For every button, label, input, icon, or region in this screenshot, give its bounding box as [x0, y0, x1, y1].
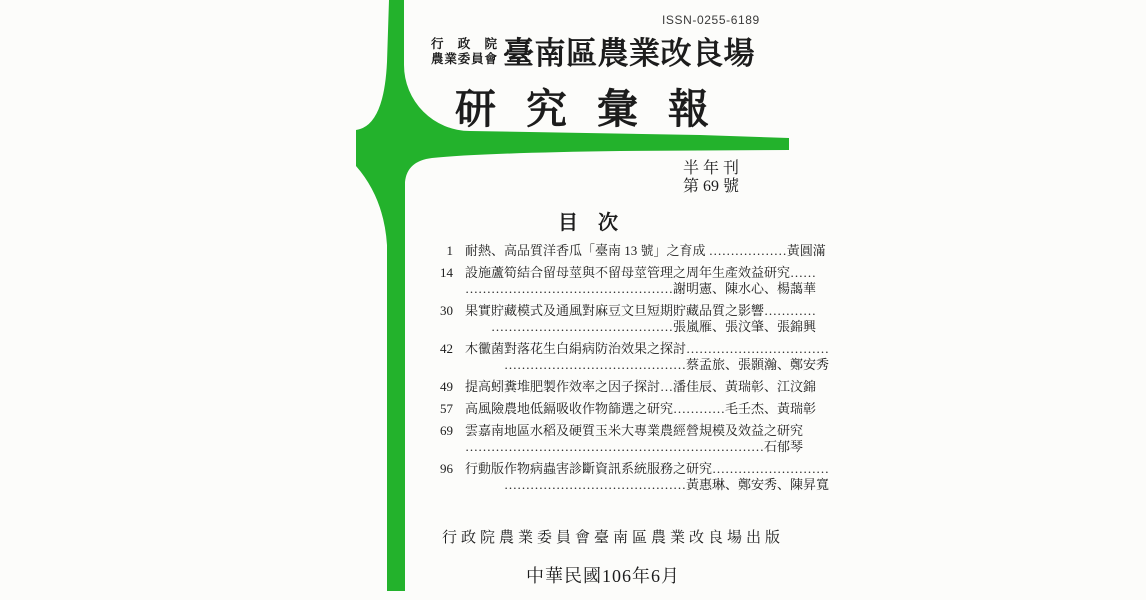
toc-entry: [423, 461, 830, 493]
journal-title: 研究彙報: [455, 86, 739, 132]
toc-entry-authors-line: …………………………………………謝明憲、陳水心、楊藹華: [465, 281, 817, 296]
toc-entry-text: [465, 461, 829, 493]
publication-date: 中華民國106年6月: [526, 566, 680, 586]
toc-entry: [423, 341, 830, 373]
station-name: 臺南區農業改良場: [503, 36, 755, 71]
toc-entry-authors-line: ……………………………………張嵐雁、張汶肇、張錦興: [491, 319, 817, 334]
toc-heading: 目 次: [558, 212, 618, 234]
toc-entry-text: [465, 265, 816, 297]
toc-entry-authors-line: ……………………………………蔡孟旅、張顥瀚、鄭安秀: [504, 357, 830, 372]
toc-entry-title-line: 高風險農地低鎘吸收作物篩選之研究…………毛壬杰、黃瑞彰: [465, 401, 817, 416]
org-name-line1: 行政院: [431, 37, 497, 51]
toc-entry-text: [465, 423, 803, 455]
toc-page-number: 69: [440, 423, 453, 438]
issue-number: 第 69 號: [682, 178, 739, 195]
table-of-contents: [423, 243, 830, 499]
toc-entry: [423, 379, 817, 395]
toc-page-number: 96: [440, 461, 453, 476]
toc-page-number: 42: [440, 341, 453, 356]
toc-page-number: 57: [440, 401, 453, 416]
toc-entry-text: [465, 401, 816, 417]
toc-entry-authors-line: ……………………………………黃惠琳、鄭安秀、陳昇寬: [504, 477, 830, 492]
toc-entry-title-line: 雲嘉南地區水稻及硬質玉米大專業農經營規模及效益之研究: [465, 423, 804, 438]
toc-entry-title-line: 耐熱、高品質洋香瓜「臺南 13 號」之育成 ………………黃圓滿: [465, 243, 826, 258]
toc-entry: [423, 303, 817, 335]
toc-entry: [423, 265, 817, 297]
toc-page-number: 49: [440, 379, 453, 394]
org-name: [431, 37, 497, 66]
org-name-line2: 農業委員會: [431, 51, 497, 66]
toc-entry-title-line: 提高蚓糞堆肥製作效率之因子探討…潘佳辰、黃瑞彰、江汶錦: [465, 379, 817, 394]
toc-page-number: 1: [446, 243, 453, 258]
publisher-line: 行政院農業委員會臺南區農業改良場出版: [441, 530, 784, 546]
toc-entry-title-line: 設施蘆筍結合留母莖與不留母莖管理之周年生產效益研究……: [465, 265, 817, 280]
toc-entry: [423, 423, 804, 455]
frequency-label: 半 年 刊: [682, 160, 739, 177]
toc-entry-text: [465, 379, 816, 395]
toc-entry-text: [465, 243, 826, 259]
toc-entry-title-line: 行動版作物病蟲害診斷資訊系統服務之研究………………………: [465, 461, 830, 476]
toc-entry-title-line: 木黴菌對落花生白絹病防治效果之探討……………………………: [465, 341, 830, 356]
issue-info: [676, 160, 746, 196]
toc-page-number: 30: [440, 303, 453, 318]
toc-entry: [423, 401, 817, 417]
toc-entry-text: [465, 303, 816, 335]
issn-number: ISSN-0255-6189: [662, 13, 760, 27]
toc-entry-title-line: 果實貯藏模式及通風對麻豆文旦短期貯藏品質之影響…………: [465, 303, 817, 318]
toc-entry-text: [465, 341, 829, 373]
toc-entry: [423, 243, 826, 259]
toc-page-number: 14: [440, 265, 453, 280]
toc-entry-authors-line: ……………………………………………………………石郁琴: [465, 439, 804, 454]
